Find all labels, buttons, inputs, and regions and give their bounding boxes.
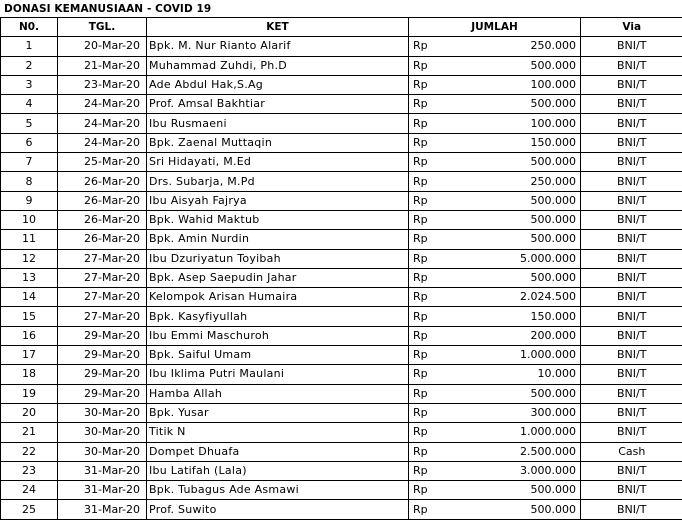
row-via: BNI/T — [581, 500, 682, 519]
row-number: 6 — [1, 133, 58, 152]
row-amount: 500.000 — [468, 210, 581, 229]
table-row — [1, 346, 682, 365]
row-via: BNI/T — [581, 403, 682, 422]
row-number: 2 — [1, 56, 58, 75]
row-amount: 1.000.000 — [468, 346, 581, 365]
row-number: 14 — [1, 288, 58, 307]
row-description: Bpk. Yusar — [147, 403, 409, 422]
row-description: Muhammad Zuhdi, Ph.D — [147, 56, 409, 75]
row-number: 1 — [1, 37, 58, 56]
row-currency: Rp — [409, 75, 468, 94]
table-row — [1, 500, 682, 519]
row-amount: 2.500.000 — [468, 442, 581, 461]
row-date: 31-Mar-20 — [58, 500, 147, 519]
row-currency: Rp — [409, 365, 468, 384]
row-via: BNI/T — [581, 481, 682, 500]
row-date: 30-Mar-20 — [58, 403, 147, 422]
row-date: 27-Mar-20 — [58, 288, 147, 307]
table-row — [1, 95, 682, 114]
row-currency: Rp — [409, 56, 468, 75]
row-description: Sri Hidayati, M.Ed — [147, 153, 409, 172]
row-currency: Rp — [409, 500, 468, 519]
row-description: Bpk. Kasyfiyullah — [147, 307, 409, 326]
row-number: 7 — [1, 153, 58, 172]
row-date: 30-Mar-20 — [58, 442, 147, 461]
row-via: BNI/T — [581, 423, 682, 442]
row-currency: Rp — [409, 95, 468, 114]
table-row — [1, 268, 682, 287]
row-via: BNI/T — [581, 384, 682, 403]
table-row — [1, 153, 682, 172]
row-currency: Rp — [409, 481, 468, 500]
row-via: BNI/T — [581, 153, 682, 172]
row-description: Ibu Emmi Maschuroh — [147, 326, 409, 345]
row-date: 23-Mar-20 — [58, 75, 147, 94]
row-description: Ibu Latifah (Lala) — [147, 461, 409, 480]
row-via: BNI/T — [581, 365, 682, 384]
row-date: 27-Mar-20 — [58, 268, 147, 287]
row-amount: 100.000 — [468, 114, 581, 133]
table-row — [1, 172, 682, 191]
row-via: BNI/T — [581, 114, 682, 133]
row-via: BNI/T — [581, 230, 682, 249]
row-via: BNI/T — [581, 307, 682, 326]
row-amount: 300.000 — [468, 403, 581, 422]
row-date: 26-Mar-20 — [58, 191, 147, 210]
table-row — [1, 249, 682, 268]
table-row — [1, 75, 682, 94]
row-amount: 500.000 — [468, 500, 581, 519]
row-via: BNI/T — [581, 249, 682, 268]
row-number: 11 — [1, 230, 58, 249]
header-via: Via — [581, 18, 682, 37]
row-date: 26-Mar-20 — [58, 210, 147, 229]
row-description: Ibu Rusmaeni — [147, 114, 409, 133]
table-row — [1, 133, 682, 152]
header-tgl: TGL. — [58, 18, 147, 37]
row-description: Ibu Dzuriyatun Toyibah — [147, 249, 409, 268]
row-amount: 250.000 — [468, 172, 581, 191]
row-currency: Rp — [409, 37, 468, 56]
table-row — [1, 481, 682, 500]
row-number: 10 — [1, 210, 58, 229]
row-amount: 100.000 — [468, 75, 581, 94]
row-amount: 3.000.000 — [468, 461, 581, 480]
row-description: Ibu Aisyah Fajrya — [147, 191, 409, 210]
row-number: 17 — [1, 346, 58, 365]
row-description: Bpk. M. Nur Rianto Alarif — [147, 37, 409, 56]
row-number: 22 — [1, 442, 58, 461]
row-currency: Rp — [409, 346, 468, 365]
table-row — [1, 461, 682, 480]
row-amount: 500.000 — [468, 191, 581, 210]
row-date: 30-Mar-20 — [58, 423, 147, 442]
row-via: BNI/T — [581, 210, 682, 229]
table-row — [1, 288, 682, 307]
row-number: 12 — [1, 249, 58, 268]
row-via: BNI/T — [581, 56, 682, 75]
row-date: 24-Mar-20 — [58, 95, 147, 114]
row-number: 20 — [1, 403, 58, 422]
row-currency: Rp — [409, 153, 468, 172]
row-amount: 250.000 — [468, 37, 581, 56]
row-number: 24 — [1, 481, 58, 500]
row-date: 25-Mar-20 — [58, 153, 147, 172]
row-number: 18 — [1, 365, 58, 384]
row-description: Hamba Allah — [147, 384, 409, 403]
row-currency: Rp — [409, 191, 468, 210]
row-date: 24-Mar-20 — [58, 114, 147, 133]
row-currency: Rp — [409, 423, 468, 442]
table-row — [1, 365, 682, 384]
row-via: BNI/T — [581, 268, 682, 287]
table-row — [1, 230, 682, 249]
row-amount: 500.000 — [468, 384, 581, 403]
row-amount: 200.000 — [468, 326, 581, 345]
donation-table — [0, 17, 682, 520]
row-amount: 500.000 — [468, 95, 581, 114]
row-date: 21-Mar-20 — [58, 56, 147, 75]
row-via: BNI/T — [581, 191, 682, 210]
row-via: BNI/T — [581, 326, 682, 345]
row-currency: Rp — [409, 249, 468, 268]
row-description: Ade Abdul Hak,S.Ag — [147, 75, 409, 94]
row-description: Bpk. Saiful Umam — [147, 346, 409, 365]
row-description: Titik N — [147, 423, 409, 442]
row-number: 25 — [1, 500, 58, 519]
header-row — [1, 18, 682, 37]
table-row — [1, 326, 682, 345]
row-via: BNI/T — [581, 346, 682, 365]
row-date: 26-Mar-20 — [58, 172, 147, 191]
row-description: Kelompok Arisan Humaira — [147, 288, 409, 307]
row-number: 4 — [1, 95, 58, 114]
row-date: 29-Mar-20 — [58, 346, 147, 365]
row-number: 19 — [1, 384, 58, 403]
row-description: Prof. Suwito — [147, 500, 409, 519]
row-number: 5 — [1, 114, 58, 133]
row-date: 31-Mar-20 — [58, 461, 147, 480]
row-description: Dompet Dhuafa — [147, 442, 409, 461]
row-description: Bpk. Amin Nurdin — [147, 230, 409, 249]
row-amount: 5.000.000 — [468, 249, 581, 268]
row-description: Bpk. Asep Saepudin Jahar — [147, 268, 409, 287]
row-date: 27-Mar-20 — [58, 307, 147, 326]
table-row — [1, 114, 682, 133]
row-amount: 500.000 — [468, 230, 581, 249]
table-row — [1, 56, 682, 75]
row-via: BNI/T — [581, 95, 682, 114]
row-via: Cash — [581, 442, 682, 461]
row-number: 8 — [1, 172, 58, 191]
row-description: Bpk. Wahid Maktub — [147, 210, 409, 229]
row-currency: Rp — [409, 210, 468, 229]
row-date: 20-Mar-20 — [58, 37, 147, 56]
row-via: BNI/T — [581, 172, 682, 191]
row-description: Bpk. Tubagus Ade Asmawi — [147, 481, 409, 500]
row-currency: Rp — [409, 326, 468, 345]
row-description: Drs. Subarja, M.Pd — [147, 172, 409, 191]
row-currency: Rp — [409, 133, 468, 152]
row-date: 24-Mar-20 — [58, 133, 147, 152]
row-currency: Rp — [409, 288, 468, 307]
row-via: BNI/T — [581, 133, 682, 152]
row-number: 15 — [1, 307, 58, 326]
row-via: BNI/T — [581, 288, 682, 307]
row-via: BNI/T — [581, 75, 682, 94]
row-currency: Rp — [409, 307, 468, 326]
row-date: 29-Mar-20 — [58, 384, 147, 403]
row-amount: 500.000 — [468, 153, 581, 172]
page-title: DONASI KEMANUSIAAN - COVID 19 — [4, 3, 212, 15]
row-number: 3 — [1, 75, 58, 94]
row-amount: 500.000 — [468, 56, 581, 75]
row-amount: 10.000 — [468, 365, 581, 384]
row-amount: 2.024.500 — [468, 288, 581, 307]
row-date: 29-Mar-20 — [58, 326, 147, 345]
row-number: 16 — [1, 326, 58, 345]
table-row — [1, 307, 682, 326]
row-date: 29-Mar-20 — [58, 365, 147, 384]
row-amount: 150.000 — [468, 133, 581, 152]
row-currency: Rp — [409, 461, 468, 480]
row-via: BNI/T — [581, 37, 682, 56]
header-jumlah: JUMLAH — [409, 18, 581, 37]
row-description: Bpk. Zaenal Muttaqin — [147, 133, 409, 152]
table-row — [1, 37, 682, 56]
row-date: 31-Mar-20 — [58, 481, 147, 500]
row-number: 13 — [1, 268, 58, 287]
row-currency: Rp — [409, 384, 468, 403]
row-currency: Rp — [409, 442, 468, 461]
row-amount: 500.000 — [468, 481, 581, 500]
row-number: 23 — [1, 461, 58, 480]
row-description: Ibu Iklima Putri Maulani — [147, 365, 409, 384]
row-currency: Rp — [409, 268, 468, 287]
row-number: 9 — [1, 191, 58, 210]
table-row — [1, 423, 682, 442]
row-amount: 1.000.000 — [468, 423, 581, 442]
row-currency: Rp — [409, 230, 468, 249]
table-row — [1, 442, 682, 461]
table-row — [1, 384, 682, 403]
row-number: 21 — [1, 423, 58, 442]
row-date: 27-Mar-20 — [58, 249, 147, 268]
table-row — [1, 210, 682, 229]
row-currency: Rp — [409, 114, 468, 133]
row-currency: Rp — [409, 403, 468, 422]
row-amount: 150.000 — [468, 307, 581, 326]
header-ket: KET — [147, 18, 409, 37]
row-via: BNI/T — [581, 461, 682, 480]
row-amount: 500.000 — [468, 268, 581, 287]
header-no: N0. — [1, 18, 58, 37]
row-date: 26-Mar-20 — [58, 230, 147, 249]
table-row — [1, 191, 682, 210]
table-row — [1, 403, 682, 422]
row-description: Prof. Amsal Bakhtiar — [147, 95, 409, 114]
row-currency: Rp — [409, 172, 468, 191]
